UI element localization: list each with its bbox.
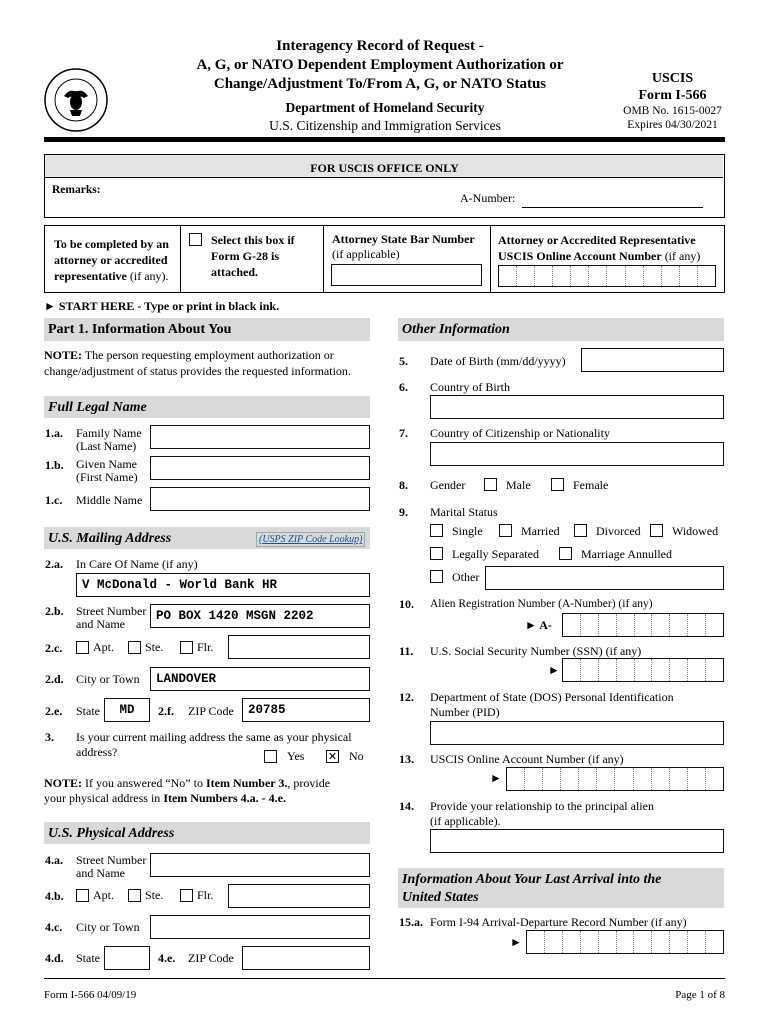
marital-other-input[interactable]: [485, 566, 724, 590]
dos-pid-input[interactable]: [430, 721, 724, 745]
country-birth-input[interactable]: [430, 395, 724, 419]
dos-pid-label-line1: Department of State (DOS) Personal Identification: [430, 690, 674, 704]
dob-label: Date of Birth (mm/dd/yyyy): [430, 354, 566, 368]
zip-input[interactable]: 20785: [242, 698, 370, 722]
physical-zip-input[interactable]: [242, 946, 370, 970]
physical-street-sublabel: and Name: [76, 866, 125, 880]
gender-male-label: Male: [506, 478, 531, 492]
in-care-of-label: In Care Of Name (if any): [76, 557, 198, 571]
physical-apt-checkbox[interactable]: [76, 889, 89, 902]
department-name: Department of Homeland Security: [285, 100, 485, 115]
item-2f-number: 2.f.: [158, 704, 174, 718]
item-1b-number: 1.b.: [45, 458, 64, 472]
part1-title: Part 1. Information About You: [48, 322, 232, 337]
physical-note-text3: your physical address in: [44, 791, 164, 805]
form-title-line2: A, G, or NATO Dependent Employment Authorization or: [196, 57, 564, 73]
same-address-question-line1: Is your current mailing address the same as your physical: [76, 730, 352, 744]
marital-single-label: Single: [452, 524, 483, 538]
item-3-number: 3.: [45, 730, 54, 744]
attorney-note-line3: [54, 269, 169, 284]
street-sublabel: and Name: [76, 617, 125, 631]
account-number-label-2: [498, 249, 700, 264]
same-address-no-label: No: [349, 749, 364, 763]
item-11-number: 11.: [399, 644, 414, 658]
physical-unit-input[interactable]: [228, 884, 370, 908]
item-7-number: 7.: [399, 426, 408, 440]
marital-divorced-checkbox[interactable]: [574, 524, 587, 537]
item-12-number: 12.: [399, 690, 414, 704]
state-select[interactable]: MD: [104, 698, 150, 722]
apt-label: Apt.: [93, 640, 114, 654]
g28-label-line3: attached.: [211, 265, 258, 279]
gender-female-checkbox[interactable]: [551, 478, 564, 491]
physical-state-select[interactable]: [104, 946, 150, 970]
form-title-line3: Change/Adjustment To/From A, G, or NATO Status: [213, 76, 547, 92]
item-2c-number: 2.c.: [45, 641, 63, 655]
attorney-note-line3-bold: representative: [54, 269, 127, 283]
family-name-sublabel: (Last Name): [76, 439, 137, 453]
street-input[interactable]: PO BOX 1420 MSGN 2202: [150, 604, 370, 628]
item-4c-number: 4.c.: [45, 920, 63, 934]
item-2a-number: 2.a.: [45, 557, 63, 571]
street-label: Street Number: [76, 604, 147, 618]
attorney-divider-1: [180, 225, 181, 293]
same-address-yes-label: Yes: [287, 749, 305, 763]
marital-status-label: Marital Status: [430, 505, 498, 519]
omb-number: OMB No. 1615-0027: [623, 105, 722, 117]
attorney-divider-2: [323, 225, 324, 293]
same-address-yes-checkbox[interactable]: [264, 750, 277, 763]
ste-label: Ste.: [145, 640, 164, 654]
i94-label: Form I-94 Arrival-Departure Record Number (if any): [430, 915, 687, 929]
item-13-number: 13.: [399, 752, 414, 766]
g28-checkbox[interactable]: [189, 233, 202, 246]
uscis-account-arrow-icon: ►: [490, 771, 502, 785]
physical-city-input[interactable]: [150, 915, 370, 939]
marital-widowed-label: Widowed: [672, 524, 719, 538]
i94-input[interactable]: [526, 930, 724, 954]
ssn-label: U.S. Social Security Number (SSN) (if any): [430, 644, 642, 658]
account-number-label-2-bold: USCIS Online Account Number: [498, 249, 662, 263]
item-4a-number: 4.a.: [45, 853, 63, 867]
physical-note-line1: [44, 776, 330, 791]
item-10-number: 10.: [399, 597, 414, 611]
country-birth-label: Country of Birth: [430, 380, 510, 394]
part1-note-line2: change/adjustment of status provides the requested information.: [44, 364, 351, 378]
marital-annulled-label: Marriage Annulled: [581, 547, 672, 561]
physical-street-label: Street Number: [76, 853, 147, 867]
marital-married-checkbox[interactable]: [499, 524, 512, 537]
flr-label: Flr.: [197, 640, 214, 654]
relationship-label-line1: Provide your relationship to the principal alien: [430, 799, 654, 813]
bar-number-sublabel: (if applicable): [332, 247, 400, 261]
relationship-label-line2: (if applicable).: [430, 814, 501, 828]
physical-apt-label: Apt.: [93, 888, 114, 902]
part1-note-text1: The person requesting employment authorization or: [82, 348, 334, 362]
ssn-arrow-icon: ►: [548, 663, 560, 677]
item-9-number: 9.: [399, 505, 408, 519]
marital-separated-checkbox[interactable]: [430, 547, 443, 560]
item-2d-number: 2.d.: [45, 672, 64, 686]
apt-checkbox[interactable]: [76, 641, 89, 654]
physical-note-text1: If you answered “No” to: [82, 776, 206, 790]
physical-note-item3: Item Number 3.: [205, 776, 288, 790]
given-name-input[interactable]: [150, 456, 370, 480]
state-label: State: [76, 704, 100, 718]
given-name-label: Given Name: [76, 457, 137, 471]
remarks-label: Remarks:: [52, 184, 101, 196]
given-name-sublabel: (First Name): [76, 470, 138, 484]
physical-note-text2: , provide: [287, 776, 331, 790]
middle-name-input[interactable]: [150, 487, 370, 511]
other-info-title: Other Information: [402, 322, 510, 337]
office-use-title: FOR USCIS OFFICE ONLY: [310, 161, 459, 175]
ste-checkbox[interactable]: [128, 641, 141, 654]
start-here-instruction: ► START HERE - Type or print in black ink.: [44, 299, 280, 313]
item-15a-number: 15.a.: [399, 915, 423, 929]
middle-name-label: Middle Name: [76, 493, 143, 507]
uscis-label: USCIS: [651, 71, 694, 86]
a-number-line[interactable]: [522, 207, 703, 208]
item-1a-number: 1.a.: [45, 426, 63, 440]
marital-divorced-label: Divorced: [596, 524, 641, 538]
bar-number-label: Attorney State Bar Number: [332, 232, 475, 246]
marital-annulled-checkbox[interactable]: [559, 547, 572, 560]
marital-widowed-checkbox[interactable]: [650, 524, 663, 537]
agency-name: U.S. Citizenship and Immigration Services: [269, 118, 501, 133]
attorney-note-line3-rest: (if any).: [126, 269, 169, 283]
citizenship-label: Country of Citizenship or Nationality: [430, 426, 610, 440]
physical-state-label: State: [76, 951, 100, 965]
same-address-no-checkbox[interactable]: ✕: [327, 750, 338, 763]
marital-other-label: Other: [452, 570, 480, 584]
unit-number-input[interactable]: [228, 635, 370, 659]
family-name-label: Family Name: [76, 426, 142, 440]
account-number-label: Attorney or Accredited Representative: [498, 233, 696, 247]
dos-pid-label-line2: Number (PID): [430, 705, 500, 719]
same-address-question-line2: address?: [76, 745, 118, 759]
attorney-account-number-input[interactable]: [498, 265, 716, 287]
city-input[interactable]: LANDOVER: [150, 667, 370, 691]
item-1c-number: 1.c.: [45, 493, 63, 507]
dhs-seal: [44, 68, 108, 132]
physical-flr-checkbox[interactable]: [180, 889, 193, 902]
citizenship-input[interactable]: [430, 442, 724, 466]
attorney-note-line1: To be completed by an: [54, 237, 169, 251]
city-label: City or Town: [76, 672, 140, 686]
relationship-input[interactable]: [430, 829, 724, 853]
physical-address-title: U.S. Physical Address: [48, 826, 175, 841]
footer-form-id: Form I-566 04/09/19: [44, 989, 137, 1001]
bar-number-input[interactable]: [331, 264, 482, 286]
physical-flr-label: Flr.: [197, 888, 214, 902]
in-care-of-input[interactable]: V McDonald - World Bank HR: [76, 573, 370, 597]
marital-separated-label: Legally Separated: [452, 547, 539, 561]
physical-note-label: NOTE:: [44, 776, 83, 790]
last-arrival-title-line2: United States: [402, 890, 479, 905]
attorney-divider-3: [490, 225, 491, 293]
uscis-account-input[interactable]: [506, 767, 724, 791]
gender-female-label: Female: [573, 478, 609, 492]
part1-note-line1: [44, 348, 334, 363]
header-rule: [44, 137, 725, 142]
item-14-number: 14.: [399, 799, 414, 813]
item-4e-number: 4.e.: [158, 951, 176, 965]
item-2e-number: 2.e.: [45, 704, 63, 718]
physical-ste-label: Ste.: [145, 888, 164, 902]
item-4d-number: 4.d.: [45, 951, 64, 965]
physical-ste-checkbox[interactable]: [128, 889, 141, 902]
uscis-account-label: USCIS Online Account Number (if any): [430, 752, 624, 766]
marital-other-checkbox[interactable]: [430, 570, 443, 583]
form-number: Form I-566: [638, 88, 707, 103]
physical-note-line2: [44, 791, 286, 806]
item-2b-number: 2.b.: [45, 604, 64, 618]
family-name-input[interactable]: [150, 425, 370, 449]
a-number-label: A-Number:: [460, 191, 516, 205]
gender-male-checkbox[interactable]: [484, 478, 497, 491]
a-number-field-label: Alien Registration Number (A-Number) (if any): [430, 598, 653, 610]
footer-rule: [44, 978, 725, 979]
a-number-prefix: ► A-: [525, 618, 552, 632]
full-legal-name-title: Full Legal Name: [48, 400, 147, 415]
g28-label-line1: Select this box if: [211, 233, 295, 247]
mailing-address-title: U.S. Mailing Address: [48, 531, 172, 546]
zip-label: ZIP Code: [188, 704, 234, 718]
g28-label-line2: Form G-28 is: [211, 249, 279, 263]
expiration-date: Expires 04/30/2021: [627, 119, 718, 131]
usps-zip-lookup-link[interactable]: (USPS ZIP Code Lookup): [256, 532, 365, 547]
physical-street-input[interactable]: [150, 853, 370, 877]
footer-page-number: Page 1 of 8: [675, 989, 725, 1001]
physical-zip-label: ZIP Code: [188, 951, 234, 965]
flr-checkbox[interactable]: [180, 641, 193, 654]
attorney-note-line2: attorney or accredited: [54, 253, 168, 267]
marital-single-checkbox[interactable]: [430, 524, 443, 537]
ssn-input[interactable]: [562, 658, 724, 682]
gender-label: Gender: [430, 478, 466, 492]
form-title-line1: Interagency Record of Request -: [276, 38, 484, 54]
dob-input[interactable]: [581, 348, 724, 372]
a-number-input[interactable]: [562, 613, 724, 637]
item-6-number: 6.: [399, 380, 408, 394]
account-number-label-2-rest: (if any): [661, 249, 701, 263]
item-4b-number: 4.b.: [45, 889, 64, 903]
marital-married-label: Married: [521, 524, 560, 538]
physical-note-items: Item Numbers 4.a. - 4.e.: [163, 791, 286, 805]
item-8-number: 8.: [399, 478, 408, 492]
physical-city-label: City or Town: [76, 920, 140, 934]
part1-note-label: NOTE:: [44, 348, 83, 362]
item-5-number: 5.: [399, 354, 408, 368]
i94-arrow-icon: ►: [510, 935, 522, 949]
last-arrival-title-line1: Information About Your Last Arrival into the: [402, 872, 662, 887]
